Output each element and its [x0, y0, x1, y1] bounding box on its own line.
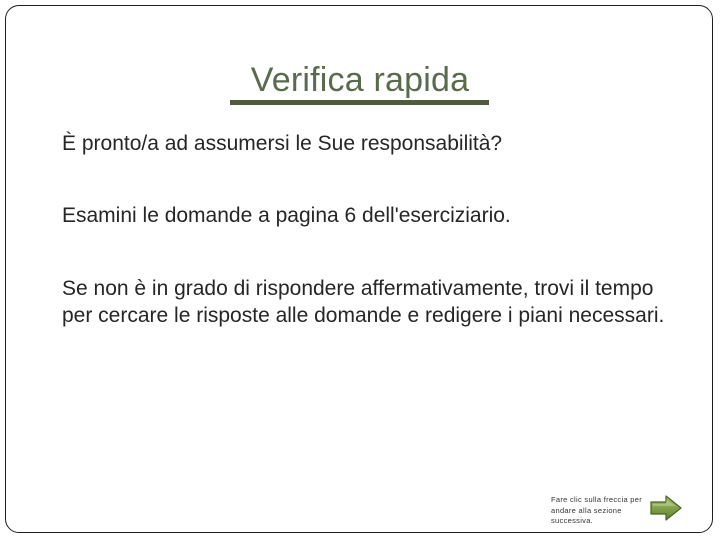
paragraph-responsibility: È pronto/a ad assumersi le Sue responsabilità? [62, 132, 503, 155]
paragraph-instructions: Se non è in grado di rispondere affermativamente, trovi il tempo per cercare le risposte alle domande e redigere i piani necessari. [62, 277, 665, 327]
page-title: Verifica rapida [250, 61, 470, 99]
title-underline [230, 100, 489, 105]
next-section-button[interactable] [649, 494, 683, 522]
paragraph-exercise-book: Esamini le domande a pagina 6 dell'eserciziario. [62, 204, 511, 227]
title-container [232, 60, 488, 100]
next-section-note: Fare clic sulla freccia per andare alla sezione successiva. [551, 495, 643, 525]
right-arrow-icon [649, 494, 683, 522]
